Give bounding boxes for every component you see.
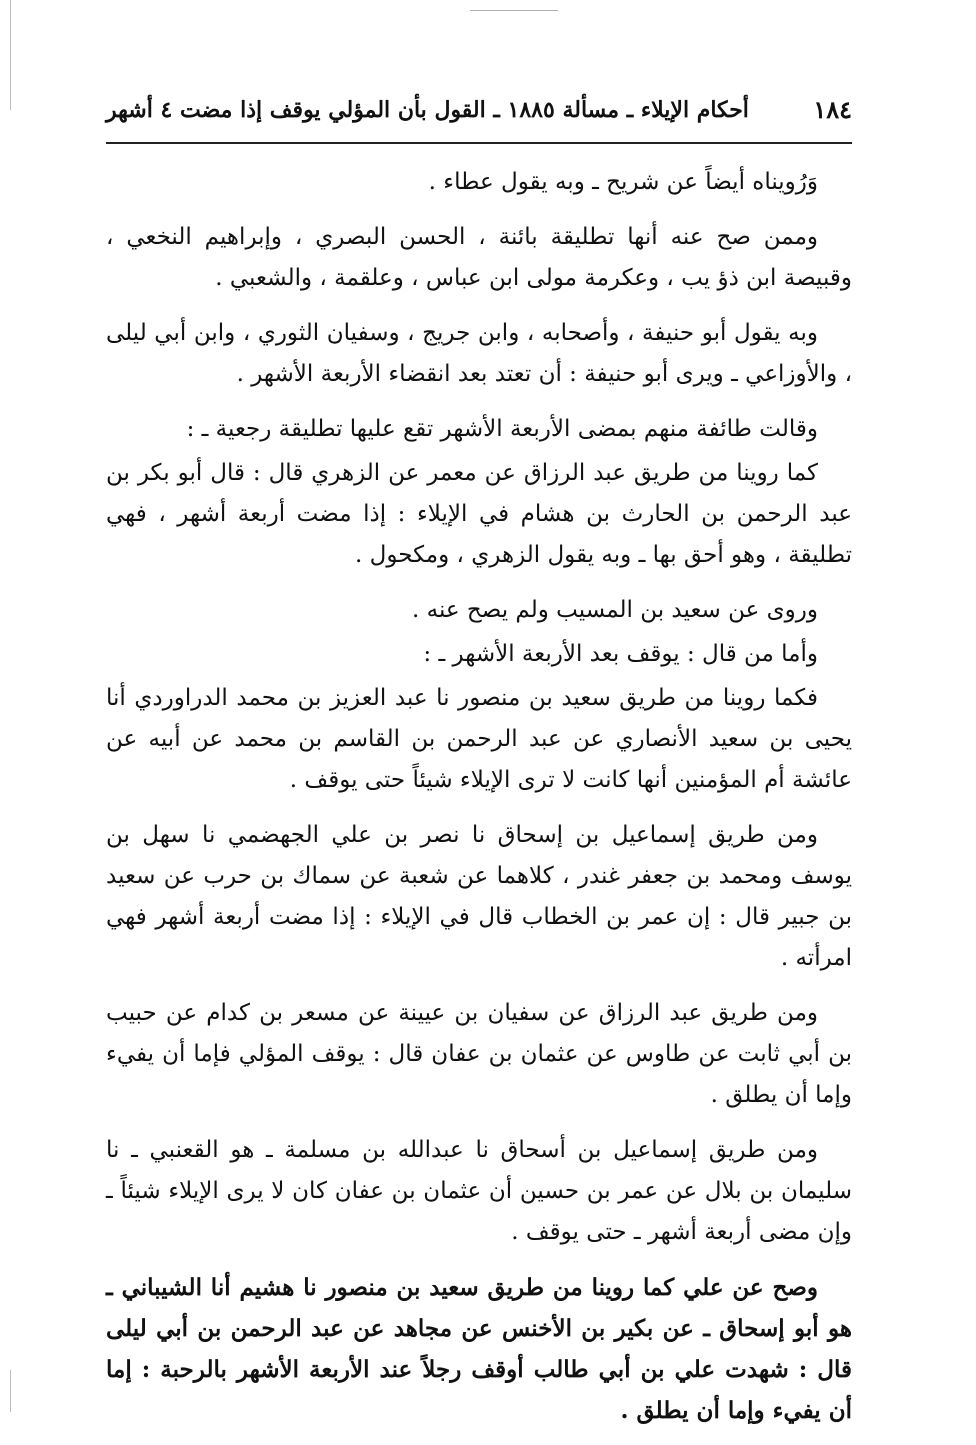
paragraph: فكما روينا من طريق سعيد بن منصور نا عبد العزيز بن محمد الدراوردي أنا يحيى بن سعيد الأنصاري عن عبد الرحمن بن القاسم بن محمد عن أبيه عن عائشة أم المؤمنين أنها كانت لا ترى الإيلاء شيئاً حتى يوقف . (106, 685, 852, 793)
scan-left-edge-top (10, 0, 11, 110)
paragraph: وروى عن سعيد بن المسيب ولم يصح عنه . (412, 597, 818, 623)
paragraph: وَرُويناه أيضاً عن شريح ـ وبه يقول عطاء . (428, 169, 818, 195)
paragraph: وقالت طائفة منهم بمضى الأربعة الأشهر تقع عليها تطليقة رجعية ـ : (186, 416, 818, 442)
page-number: ١٨٤ (813, 95, 852, 124)
paragraph: كما روينا من طريق عبد الرزاق عن معمر عن الزهري قال : قال أبو بكر بن عبد الرحمن بن الحارث بن هشام في الإيلاء : إذا مضت أربعة أشهر ، فهي تطليقة ، وهو أحق بها ـ وبه يقول الزهري ، ومكحول . (106, 460, 852, 568)
paragraph: وصح عن علي كما روينا من طريق سعيد بن منصور نا هشيم أنا الشيباني ـ هو أبو إسحاق ـ عن بكير بن الأخنس عن مجاهد عن عبد الرحمن بن أبي ليلى قال : شهدت علي بن أبي طالب أوقف رجلاً عند الأربعة الأشهر بالرحبة : إما أن يفيء وإما أن يطلق . (106, 1274, 852, 1424)
page-header (106, 92, 852, 132)
header-rule (106, 142, 852, 144)
paragraph: وأما من قال : يوقف بعد الأربعة الأشهر ـ : (423, 641, 818, 667)
paragraph: ومن طريق عبد الرزاق عن سفيان بن عيينة عن مسعر بن كدام عن حبيب بن أبي ثابت عن طاوس عن عثمان بن عفان قال : يوقف المؤلي فإما أن يفيء وإما أن يطلق . (106, 1000, 852, 1108)
running-title: أحكام الإيلاء ـ مسألة ١٨٨٥ ـ القول بأن المؤلي يوقف إذا مضت ٤ أشهر (106, 97, 749, 123)
paragraph: وبه يقول أبو حنيفة ، وأصحابه ، وابن جريج ، وسفيان الثوري ، وابن أبي ليلى ، والأوزاعي ـ ويرى أبو حنيفة : أن تعتد بعد انقضاء الأربعة الأشهر . (106, 320, 852, 387)
scan-top-mark (470, 10, 558, 11)
paragraph: ومن طريق إسماعيل بن إسحاق نا نصر بن علي الجهضمي نا سهل بن يوسف ومحمد بن جعفر غندر ، كلاهما عن شعبة عن سماك بن حرب عن سعيد بن جبير قال : إن عمر بن الخطاب قال في الإيلاء : إذا مضت أربعة أشهر فهي امرأته . (106, 822, 852, 971)
page-body (106, 162, 852, 1445)
paragraph: وممن صح عنه أنها تطليقة بائنة ، الحسن البصري ، وإبراهيم النخعي ، وقبيصة ابن ذؤ يب ، وعكرمة مولى ابن عباس ، وعلقمة ، والشعبي . (106, 224, 852, 291)
scan-left-edge-bottom (10, 1370, 11, 1412)
paragraph: ومن طريق إسماعيل بن أسحاق نا عبدالله بن مسلمة ـ هو القعنبي ـ نا سليمان بن بلال عن عمر بن حسين أن عثمان بن عفان كان لا يرى الإيلاء شيئاً ـ وإن مضى أربعة أشهر ـ حتى يوقف . (106, 1137, 852, 1245)
